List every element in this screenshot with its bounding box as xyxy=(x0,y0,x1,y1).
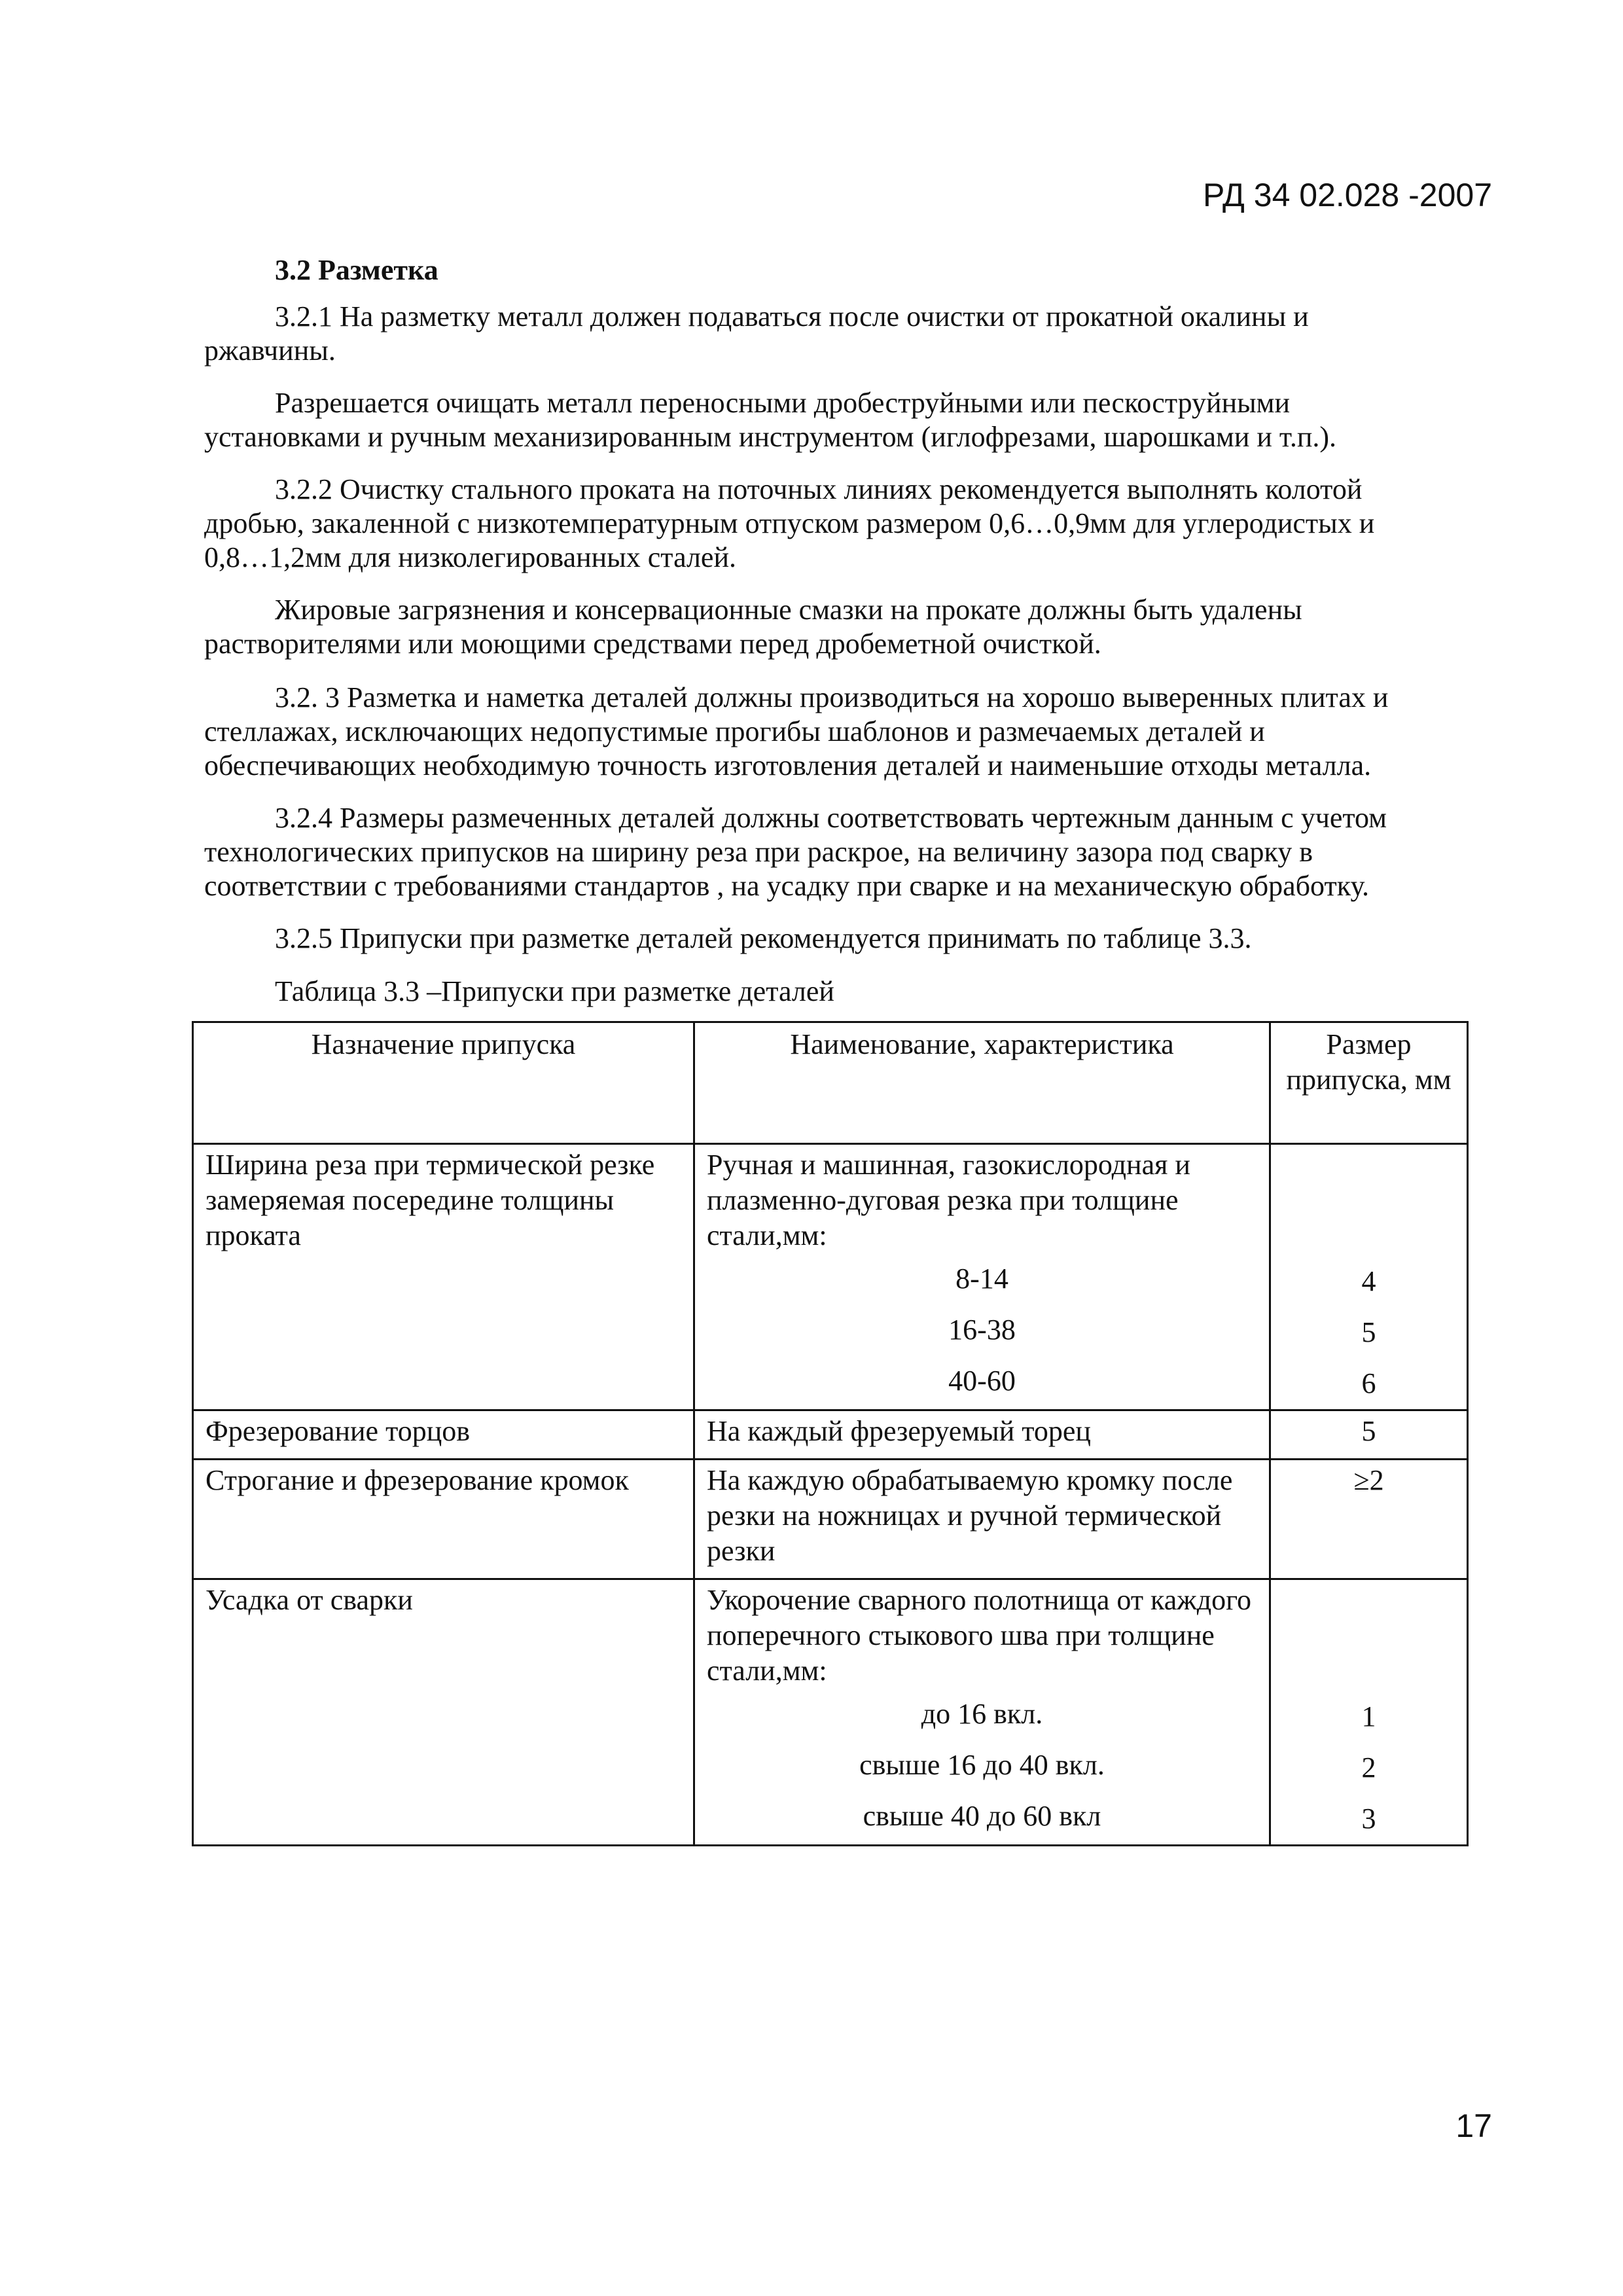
paragraph-line: соответствии с требованиями стандартов , на усадку при сварке и на механическую обработку. xyxy=(204,870,1370,902)
paragraph-line: дробью, закаленной с низкотемпературным отпуском размером 0,6…0,9мм для углеродистых и xyxy=(204,507,1375,539)
header-size-text: Размер припуска, мм xyxy=(1286,1028,1452,1096)
paragraph-line xyxy=(204,386,1487,420)
paragraph-line: установками и ручным механизированным инструментом (иглофрезами, шарошками и т.п.). xyxy=(204,421,1337,453)
cell-spacer xyxy=(1271,1580,1467,1691)
subrow-value: 1 xyxy=(1361,1700,1376,1732)
paragraph-line: технологических припусков на ширину реза при раскрое, на величину зазора под сварку в xyxy=(204,836,1313,868)
table-caption: Таблица 3.3 –Припуски при разметке деталей xyxy=(275,975,834,1007)
page-number: 17 xyxy=(1455,2108,1492,2144)
cell-size xyxy=(1270,1579,1468,1846)
paragraph-line xyxy=(204,473,1487,507)
allowances-table xyxy=(192,1021,1469,1846)
cell-purpose xyxy=(193,1144,694,1410)
cell-description-text: На каждый фрезеруемый торец xyxy=(707,1415,1091,1447)
cell-size xyxy=(1270,1460,1468,1579)
subrow-value: 3 xyxy=(1361,1803,1376,1835)
paragraph-line xyxy=(204,801,1487,835)
paragraph-line xyxy=(204,300,1487,334)
paragraph-line: 0,8…1,2мм для низколегированных сталей. xyxy=(204,541,737,573)
subrow-range: 8-14 xyxy=(955,1263,1008,1295)
cell-size-text: 5 xyxy=(1361,1415,1376,1447)
cell-description xyxy=(694,1144,1270,1410)
table-header-row xyxy=(193,1022,1468,1144)
subrow-range: 16-38 xyxy=(948,1314,1016,1346)
subrow-range: до 16 вкл. xyxy=(921,1698,1043,1730)
paragraph-text: 3.2.4 Размеры размеченных деталей должны соответствовать чертежным данным с учетом xyxy=(275,802,1387,834)
paragraph-line: растворителями или моющими средствами перед дробеметной очисткой. xyxy=(204,628,1101,660)
table-row xyxy=(193,1144,1468,1410)
header-purpose xyxy=(193,1022,694,1144)
cell-description-text: Ручная и машинная, газокислородная и плазменно-дуговая резка при толщине стали,мм: xyxy=(707,1149,1190,1251)
paragraph-text: 3.2.2 Очистку стального проката на поточных линиях рекомендуется выполнять колотой xyxy=(275,473,1363,505)
subrow-range: свыше 16 до 40 вкл. xyxy=(859,1749,1105,1781)
paragraph-3-2-5 xyxy=(204,922,1487,956)
paragraph-3-2-1 xyxy=(204,300,1487,368)
paragraph-line xyxy=(204,593,1487,627)
cell-purpose xyxy=(193,1579,694,1846)
paragraph-3-2-3 xyxy=(204,681,1487,783)
subrow-value: 2 xyxy=(1361,1751,1376,1784)
header-description-text: Наименование, характеристика xyxy=(790,1028,1174,1060)
paragraph-text: 3.2. 3 Разметка и наметка деталей должны производиться на хорошо выверенных плитах и xyxy=(275,681,1389,713)
cell-description xyxy=(694,1579,1270,1846)
paragraph-line: обеспечивающих необходимую точность изготовления деталей и наименьшие отходы металла. xyxy=(204,749,1372,781)
table-row xyxy=(193,1460,1468,1579)
subrow-value: 4 xyxy=(1361,1265,1376,1297)
paragraph-text: Жировые загрязнения и консервационные смазки на прокате должны быть удалены xyxy=(275,594,1302,626)
cell-purpose-text: Ширина реза при термической резке замеряемая посередине толщины проката xyxy=(205,1149,655,1251)
section-title: 3.2 Разметка xyxy=(275,254,438,286)
cell-purpose-text: Строгание и фрезерование кромок xyxy=(205,1464,629,1496)
paragraph-line: стеллажах, исключающих недопустимые прогибы шаблонов и размечаемых деталей и xyxy=(204,715,1265,747)
cell-description xyxy=(694,1460,1270,1579)
cell-description xyxy=(694,1410,1270,1460)
subrow-range: свыше 40 до 60 вкл xyxy=(863,1800,1101,1832)
cell-purpose-text: Фрезерование торцов xyxy=(205,1415,471,1447)
header-purpose-text: Назначение припуска xyxy=(311,1028,576,1060)
header-size xyxy=(1270,1022,1468,1144)
paragraph-line xyxy=(204,681,1487,715)
cell-description-text: На каждую обрабатываемую кромку после резки на ножницах и ручной термической резки xyxy=(707,1464,1233,1567)
paragraph-grease xyxy=(204,593,1487,661)
paragraph-3-2-4 xyxy=(204,801,1487,903)
cell-purpose xyxy=(193,1460,694,1579)
cell-size xyxy=(1270,1410,1468,1460)
subrow-value: 5 xyxy=(1361,1316,1376,1348)
cell-spacer xyxy=(1271,1145,1467,1256)
cell-size-text: ≥2 xyxy=(1353,1464,1384,1496)
subrow-value: 6 xyxy=(1361,1367,1376,1399)
paragraph-line: ржавчины. xyxy=(204,334,336,367)
table-row xyxy=(193,1579,1468,1846)
paragraph-line xyxy=(204,922,1487,956)
document-code: РД 34 02.028 -2007 xyxy=(1203,177,1492,213)
subrow-range: 40-60 xyxy=(948,1365,1016,1397)
paragraph-text: 3.2.1 На разметку металл должен подаваться после очистки от прокатной окалины и xyxy=(275,300,1309,332)
paragraph-cleaning xyxy=(204,386,1487,454)
cell-size xyxy=(1270,1144,1468,1410)
cell-description-text: Укорочение сварного полотнища от каждого поперечного стыкового шва при толщине стали,мм: xyxy=(707,1584,1252,1687)
paragraph-3-2-2 xyxy=(204,473,1487,575)
table-row xyxy=(193,1410,1468,1460)
header-description xyxy=(694,1022,1270,1144)
cell-purpose xyxy=(193,1410,694,1460)
paragraph-text: Разрешается очищать металл переносными дробеструйными или пескоструйными xyxy=(275,387,1291,419)
cell-purpose-text: Усадка от сварки xyxy=(205,1584,413,1616)
paragraph-text: 3.2.5 Припуски при разметке деталей рекомендуется принимать по таблице 3.3. xyxy=(275,922,1252,954)
